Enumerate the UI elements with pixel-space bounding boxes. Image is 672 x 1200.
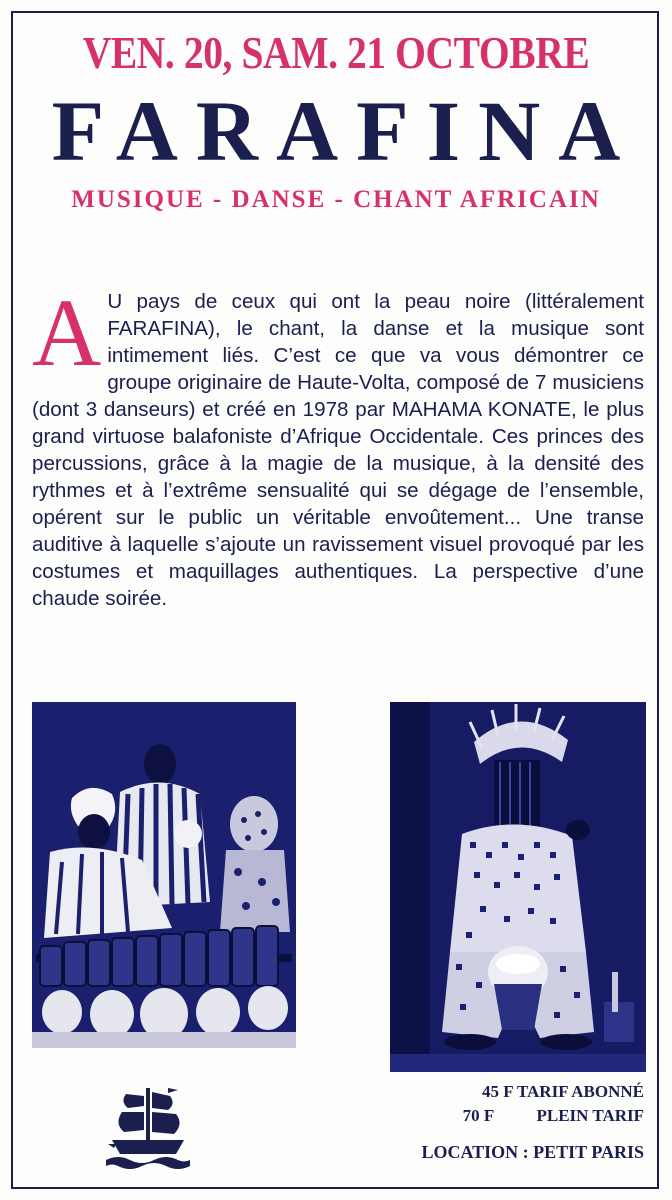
price-subscriber-amount: 45 F [481,1082,513,1101]
photo-drummer [390,702,646,1072]
price-subscriber [482,1082,644,1102]
price-full-label: PLEIN TARIF [536,1106,644,1125]
price-full [463,1106,644,1126]
sailing-ship-icon [106,1084,190,1176]
drop-cap: A [32,279,102,386]
price-subscriber-label: TARIF ABONNÉ [516,1082,644,1101]
event-date: VEN. 20, SAM. 21 OCTOBRE [82,27,590,78]
event-subtitle: MUSIQUE - DANSE - CHANT AFRICAIN [71,186,601,213]
price-full-amount: 70 F [462,1106,495,1125]
photo-drummer-image [390,702,646,1072]
event-title: FARAFINA [51,83,639,179]
article-body [32,279,644,612]
article-text: U pays de ceux qui ont la peau noire (littéralement FARAFINA), le chant, la danse et la musique sont intimement liés. C’est ce que va vous démontrer ce groupe originaire de Haute-Volta, composé de 7 musiciens (dont 3 danseurs) et créé en 1978 par MAHAMA KONATE, le plus grand virtuose balafoniste d’Afrique Occidentale. Ces princes des percussions, grâce à la magie de la musique, à la densité des rythmes et à l’extrême sensualité qui se dégage de l’ensemble, opérent sur le public un véritable envoûtement... Une transe auditive à laquelle s’ajoute un ravissement visuel provoqué par les costumes et maquillages authentiques. La perspective d’une chaude soirée. [32,290,644,610]
event-page [2,2,670,1198]
photo-balafon-players-image [32,702,296,1048]
photo-balafon-players [32,702,296,1048]
ticket-location: LOCATION : PETIT PARIS [421,1142,644,1162]
